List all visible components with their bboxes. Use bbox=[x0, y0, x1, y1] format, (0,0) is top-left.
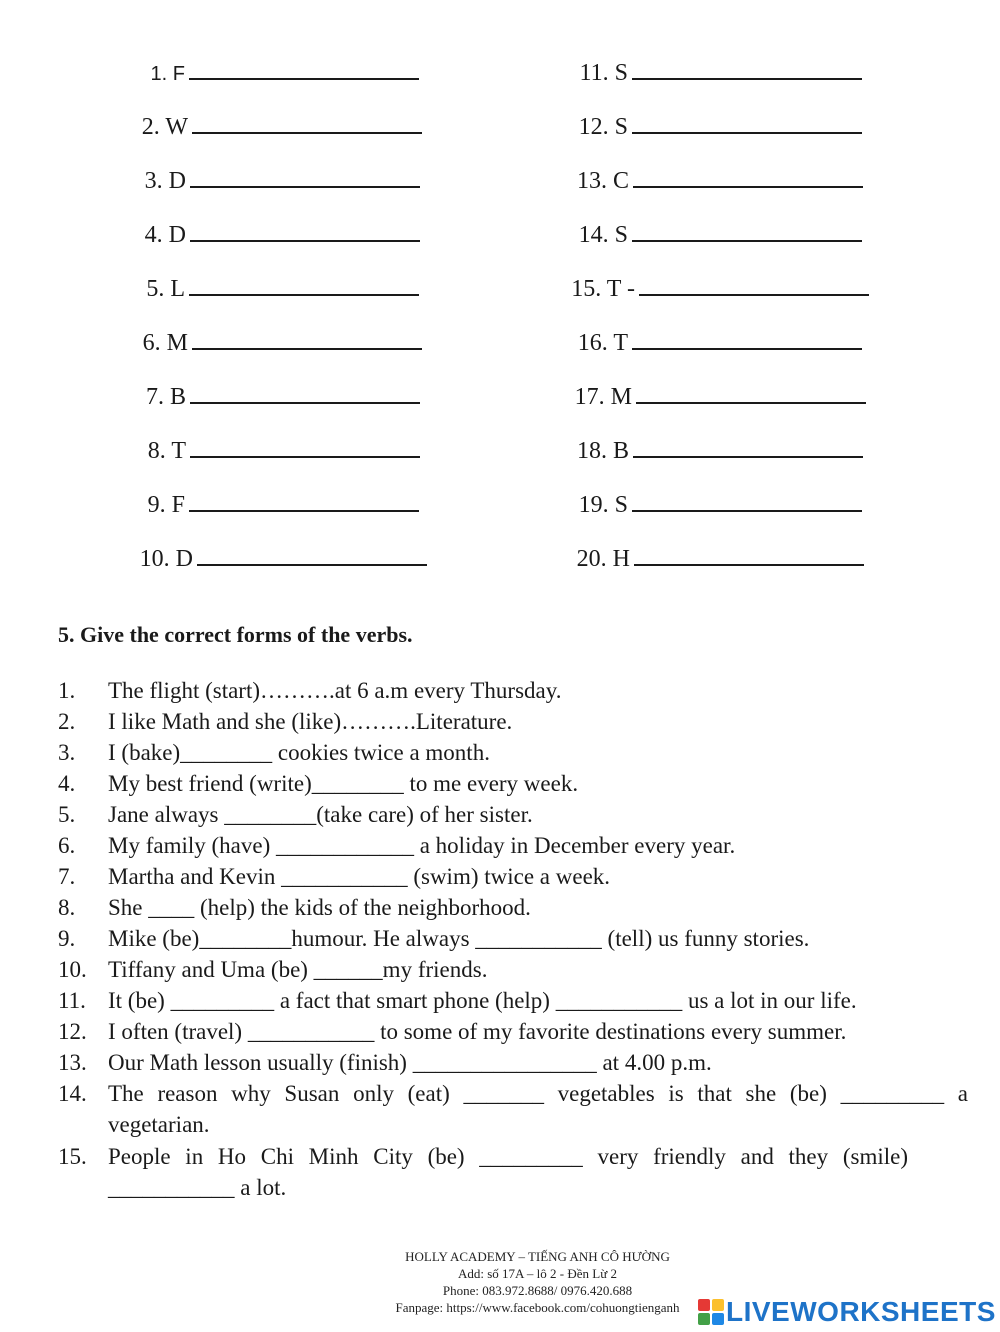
answer-blank[interactable] bbox=[633, 436, 863, 458]
exercise-item bbox=[58, 830, 968, 861]
item-number: 8. bbox=[58, 895, 76, 920]
answer-blank[interactable] bbox=[632, 112, 862, 134]
answer-row bbox=[130, 166, 420, 195]
answer-label: 2. W bbox=[141, 114, 188, 140]
item-text[interactable]: Martha and Kevin ___________ (swim) twice a week. bbox=[108, 864, 611, 889]
answer-row bbox=[560, 58, 862, 87]
answer-blank[interactable] bbox=[189, 490, 419, 512]
answer-label: 8. T bbox=[147, 438, 186, 464]
item-number: 7. bbox=[58, 864, 76, 889]
answer-label: 16. T bbox=[577, 330, 628, 356]
item-number: 1. bbox=[58, 678, 76, 703]
answer-label: 11. S bbox=[579, 60, 628, 86]
answer-label: 9. F bbox=[147, 492, 185, 518]
item-number: 2. bbox=[58, 709, 76, 734]
answer-blank[interactable] bbox=[190, 220, 420, 242]
item-text[interactable]: Our Math lesson usually (finish) ________________ at 4.00 p.m. bbox=[108, 1050, 712, 1075]
footer-fanpage: Fanpage: https://www.facebook.com/cohuongtienganh bbox=[395, 1300, 680, 1315]
item-text[interactable]: My best friend (write)________ to me every week. bbox=[108, 771, 579, 796]
answer-row bbox=[130, 382, 420, 411]
item-text[interactable]: She ____ (help) the kids of the neighborhood. bbox=[108, 895, 531, 920]
answer-label: 15. T - bbox=[571, 276, 635, 302]
answer-row bbox=[560, 328, 862, 357]
answer-blank[interactable] bbox=[190, 166, 420, 188]
exercise-item bbox=[58, 1078, 968, 1140]
answer-label: 12. S bbox=[578, 114, 628, 140]
answer-label: 14. S bbox=[578, 222, 628, 248]
item-text[interactable]: Tiffany and Uma (be) ______my friends. bbox=[108, 957, 488, 982]
answer-label: 5. L bbox=[146, 276, 185, 302]
answer-label: 10. D bbox=[139, 546, 193, 572]
answer-blank[interactable] bbox=[197, 544, 427, 566]
exercise-item bbox=[58, 737, 968, 768]
exercise-item bbox=[58, 1141, 968, 1203]
answer-blank[interactable] bbox=[639, 274, 869, 296]
item-number: 14. bbox=[58, 1081, 87, 1106]
footer-school: HOLLY ACADEMY – TIẾNG ANH CÔ HƯỜNG bbox=[405, 1249, 670, 1264]
answer-row bbox=[130, 490, 419, 519]
item-text[interactable]: It (be) _________ a fact that smart phone (help) ___________ us a lot in our life. bbox=[108, 988, 857, 1013]
liveworksheets-icon bbox=[698, 1299, 724, 1325]
item-number: 13. bbox=[58, 1050, 87, 1075]
exercise-item bbox=[58, 923, 968, 954]
answer-row bbox=[130, 436, 420, 465]
exercise-item bbox=[58, 861, 968, 892]
item-text[interactable]: My family (have) ____________ a holiday in December every year. bbox=[108, 833, 736, 858]
section-title: 5. Give the correct forms of the verbs. bbox=[58, 622, 413, 647]
exercise-item bbox=[58, 768, 968, 799]
item-number: 3. bbox=[58, 740, 76, 765]
answer-label: 3. D bbox=[144, 168, 186, 194]
answer-row bbox=[130, 544, 427, 573]
answer-label: 1. F bbox=[150, 63, 185, 85]
answer-label: 18. B bbox=[576, 438, 629, 464]
exercise-item bbox=[58, 985, 968, 1016]
exercise-item bbox=[58, 892, 968, 923]
liveworksheets-logo bbox=[698, 1295, 996, 1329]
answer-row bbox=[560, 544, 864, 573]
item-number: 4. bbox=[58, 771, 76, 796]
answer-blank[interactable] bbox=[632, 328, 862, 350]
answer-blank[interactable] bbox=[192, 328, 422, 350]
answer-blank[interactable] bbox=[632, 220, 862, 242]
answer-row bbox=[560, 112, 862, 141]
item-number: 15. bbox=[58, 1144, 87, 1169]
item-number: 6. bbox=[58, 833, 76, 858]
item-text[interactable]: I often (travel) ___________ to some of my favorite destinations every summer. bbox=[108, 1019, 847, 1044]
answer-blank[interactable] bbox=[632, 58, 862, 80]
answer-label: 17. M bbox=[574, 384, 632, 410]
answer-label: 19. S bbox=[578, 492, 628, 518]
exercise-item bbox=[58, 706, 968, 737]
exercise-item bbox=[58, 1016, 968, 1047]
answer-blank[interactable] bbox=[190, 382, 420, 404]
answer-label: 4. D bbox=[144, 222, 186, 248]
answer-row bbox=[560, 436, 863, 465]
item-number: 5. bbox=[58, 802, 76, 827]
answer-label: 13. C bbox=[576, 168, 629, 194]
answer-row bbox=[560, 166, 863, 195]
exercise-item bbox=[58, 954, 968, 985]
exercise-item bbox=[58, 675, 968, 706]
liveworksheets-wordmark: LIVEWORKSHEETS bbox=[726, 1296, 996, 1327]
answer-row bbox=[130, 112, 422, 141]
item-text[interactable]: The reason why Susan only (eat) _______ vegetables is that she (be) _________ a vegetarian. bbox=[108, 1081, 968, 1137]
answer-blank[interactable] bbox=[189, 58, 419, 80]
answer-label: 20. H bbox=[576, 546, 630, 572]
answer-row bbox=[560, 382, 866, 411]
item-text[interactable]: I like Math and she (like)……….Literature. bbox=[108, 709, 513, 734]
item-text[interactable]: The flight (start)……….at 6 a.m every Thursday. bbox=[108, 678, 562, 703]
item-text[interactable]: Jane always ________(take care) of her sister. bbox=[108, 802, 533, 827]
item-text[interactable]: Mike (be)________humour. He always ___________ (tell) us funny stories. bbox=[108, 926, 810, 951]
answer-blank[interactable] bbox=[192, 112, 422, 134]
item-number: 9. bbox=[58, 926, 76, 951]
answer-row bbox=[560, 220, 862, 249]
answer-label: 6. M bbox=[142, 330, 188, 356]
exercise-item bbox=[58, 799, 968, 830]
answer-row bbox=[560, 490, 862, 519]
answer-blank[interactable] bbox=[189, 274, 419, 296]
item-number: 12. bbox=[58, 1019, 87, 1044]
footer-address: Add: số 17A – lô 2 - Đền Lừ 2 bbox=[457, 1266, 618, 1281]
answer-row bbox=[560, 274, 869, 303]
answer-row bbox=[130, 220, 420, 249]
item-number: 10. bbox=[58, 957, 87, 982]
answer-blank[interactable] bbox=[636, 382, 866, 404]
answer-blank[interactable] bbox=[190, 436, 420, 458]
answer-blank[interactable] bbox=[634, 544, 864, 566]
item-number: 11. bbox=[58, 988, 86, 1013]
answer-blank[interactable] bbox=[633, 166, 863, 188]
answer-blank[interactable] bbox=[632, 490, 862, 512]
item-text[interactable]: People in Ho Chi Minh City (be) _________ very friendly and they (smile) ___________ a lot. bbox=[108, 1144, 908, 1200]
exercise-item bbox=[58, 1047, 968, 1078]
footer-phone: Phone: 083.972.8688/ 0976.420.688 bbox=[442, 1283, 633, 1298]
answer-label: 7. B bbox=[145, 384, 186, 410]
item-text[interactable]: I (bake)________ cookies twice a month. bbox=[108, 740, 490, 765]
answer-row bbox=[130, 274, 419, 303]
answer-row bbox=[130, 58, 419, 88]
answer-row bbox=[130, 328, 422, 357]
